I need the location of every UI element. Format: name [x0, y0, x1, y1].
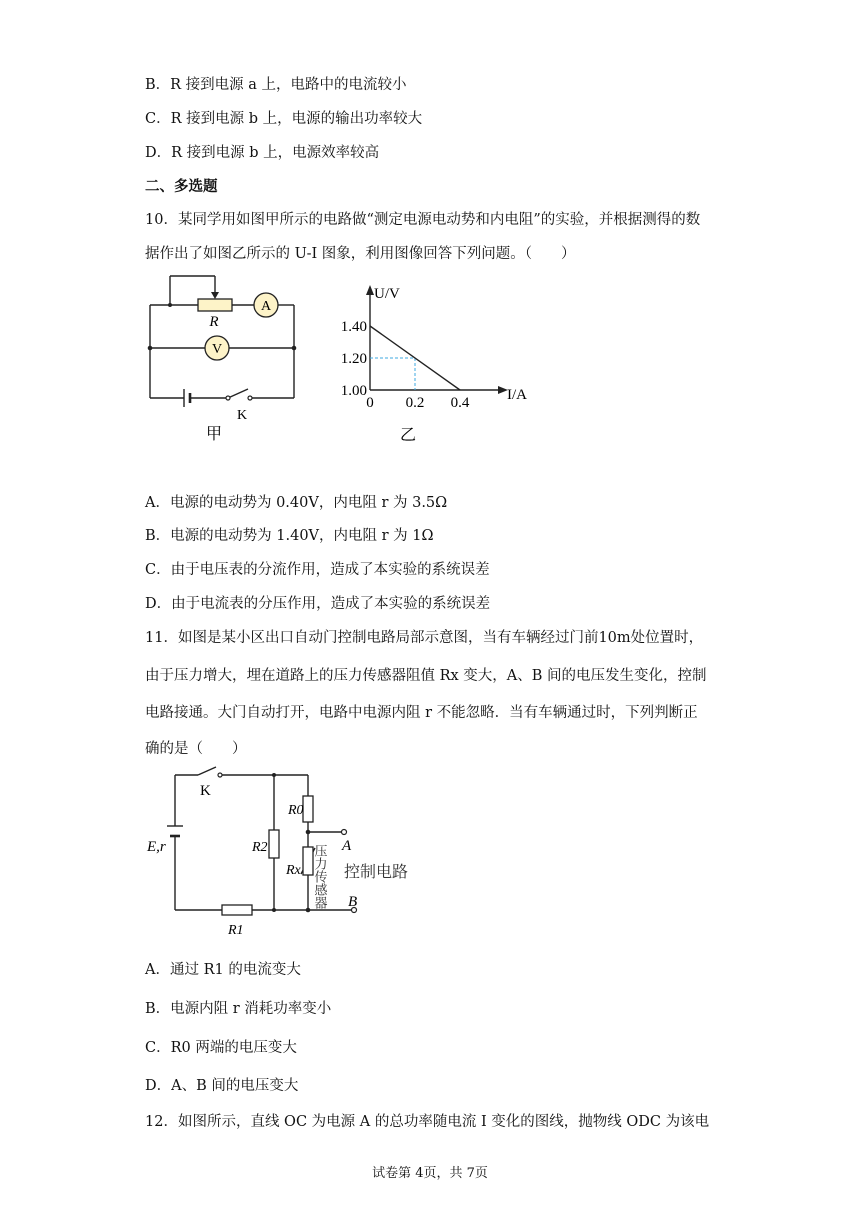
q10-option-a: A．电源的电动势为 0.40V，内电阻 r 为 3.5Ω — [145, 495, 448, 511]
page-footer: 试卷第 4页，共 7页 — [372, 1166, 488, 1181]
control-circuit-label: 控制电路 — [344, 864, 409, 881]
ui-graph-yi — [330, 276, 550, 446]
label-K: K — [236, 408, 248, 423]
caption-jia: 甲 — [205, 426, 223, 443]
q11-option-b: B．电源内阻 r 消耗功率变小 — [145, 1001, 332, 1017]
label-R0: R0 — [288, 803, 304, 818]
section-heading: 二、多选题 — [145, 178, 218, 195]
q12-stem-line1: 12．如图所示，直线 OC 为电源 A 的总功率随电流 I 变化的图线，抛物线 ODC 为该电 — [145, 1114, 710, 1130]
ammeter-label: A — [260, 299, 272, 314]
q11-stem-line2: 由于压力增大，埋在道路上的压力传感器阻值 Rx 变大，A、B 间的电压发生变化，控制 — [145, 668, 707, 684]
q11-stem-line3: 电路接通。大门自动打开，电路中电源内阻 r 不能忽略．当有车辆通过时，下列判断正 — [145, 705, 698, 721]
label-R: R — [209, 314, 219, 330]
q11-option-a: A．通过 R1 的电流变大 — [145, 962, 301, 978]
label-B: B — [348, 894, 358, 910]
x-axis-label: I/A — [507, 387, 527, 403]
q10-stem-line2: 据作出了如图乙所示的 U-I 图象，利用图像回答下列问题。（ ） — [145, 246, 576, 262]
circuit-diagram-jia — [140, 268, 310, 448]
label-R2: R2 — [252, 840, 268, 855]
circuit-diagram-q11 — [140, 762, 430, 942]
y-tick-label: 1.20 — [340, 351, 367, 367]
label-A: A — [342, 838, 352, 854]
x-tick-label: 0.4 — [450, 395, 470, 411]
q11-option-d: D．A、B 间的电压变大 — [145, 1078, 299, 1094]
label-Rx: Rx — [286, 863, 301, 878]
q11-stem-line4: 确的是（ ） — [145, 741, 247, 757]
q10-option-b: B．电源的电动势为 1.40V，内电阻 r 为 1Ω — [145, 528, 434, 544]
q11-stem-line1: 11．如图是某小区出口自动门控制电路局部示意图，当有车辆经过门前10m处位置时， — [145, 630, 704, 646]
q9-option-c: C．R 接到电源 b 上，电源的输出功率较大 — [145, 111, 423, 127]
q9-option-b: B．R 接到电源 a 上，电路中的电流较小 — [145, 77, 407, 93]
q10-stem-line1: 10．某同学用如图甲所示的电路做“测定电源电动势和内电阻”的实验，并根据测得的数 — [145, 212, 701, 228]
sensor-label: 压力传感器 — [312, 844, 328, 909]
y-tick-label: 1.40 — [340, 319, 367, 335]
x-tick-label: 0.2 — [405, 395, 425, 411]
q10-option-c: C．由于电压表的分流作用，造成了本实验的系统误差 — [145, 562, 490, 578]
y-axis-label: U/V — [374, 286, 400, 302]
voltmeter-label: V — [211, 342, 223, 357]
y-tick-label: 1.00 — [340, 383, 367, 399]
label-K: K — [200, 783, 211, 799]
q11-option-c: C．R0 两端的电压变大 — [145, 1040, 297, 1056]
q9-option-d: D．R 接到电源 b 上，电源效率较高 — [145, 145, 380, 161]
caption-yi: 乙 — [399, 427, 417, 444]
label-R1: R1 — [228, 923, 244, 938]
x-tick-label: 0 — [366, 395, 374, 411]
label-Er: E,r — [147, 839, 166, 855]
q10-option-d: D．由于电流表的分压作用，造成了本实验的系统误差 — [145, 596, 491, 612]
